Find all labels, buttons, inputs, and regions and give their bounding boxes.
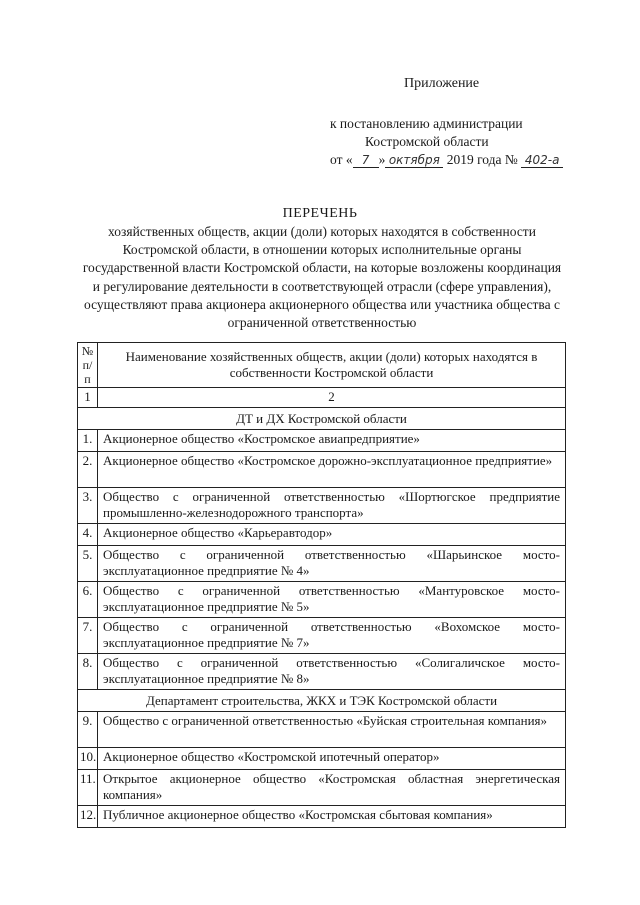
company-name: Открытое акционерное общество «Костромская областная энергетическая компания» (98, 770, 566, 806)
company-name: Акционерное общество «Костромское дорожно-эксплуатационное предприятие» (98, 452, 566, 488)
table-row (78, 546, 566, 582)
table-row (78, 452, 566, 488)
row-number: 3. (78, 488, 98, 524)
table-header-row (78, 343, 566, 388)
decree-reference: к постановлению администрации (330, 116, 523, 131)
company-name: Общество с ограниченной ответственностью «Мантуровское мосто-эксплуатационное предприятие № 5» (98, 582, 566, 618)
company-name: Общество с ограниченной ответственностью «Солигаличское мосто-эксплуатационное предприятие № 8» (98, 654, 566, 690)
row-number: 2. (78, 452, 98, 488)
row-number: 4. (78, 524, 98, 546)
companies-table (77, 342, 566, 828)
table-row (78, 430, 566, 452)
decree-number: 402-а (521, 154, 563, 168)
date-month: октября (385, 154, 443, 168)
company-name: Общество с ограниченной ответственностью «Буйская строительная компания» (98, 712, 566, 748)
table-row (78, 712, 566, 748)
date-prefix: от « (330, 152, 353, 167)
company-name: Акционерное общество «Костромское авиапредприятие» (98, 430, 566, 452)
column-index-row (78, 388, 566, 408)
table-row (78, 582, 566, 618)
row-number: 9. (78, 712, 98, 748)
company-name: Акционерное общество «Костромской ипотечный оператор» (98, 748, 566, 770)
row-number: 6. (78, 582, 98, 618)
document-title: ПЕРЕЧЕНЬ (282, 206, 358, 221)
date-day-close: » (378, 152, 386, 167)
table-row (78, 770, 566, 806)
row-number: 7. (78, 618, 98, 654)
date-day: 7 (353, 154, 379, 168)
row-number: 1. (78, 430, 98, 452)
col-name-index: 2 (98, 388, 566, 408)
company-name: Общество с ограниченной ответственностью «Вохомское мосто-эксплуатационное предприятие № 7» (98, 618, 566, 654)
row-number: 11. (78, 770, 98, 806)
table-row (78, 524, 566, 546)
group-header-row (78, 690, 566, 712)
date-year: 2019 года № (446, 152, 518, 167)
document-subtitle: хозяйственных обществ, акции (доли) которых находятся в собственности Костромской области, в отношении которых исполнительные органы государственной власти Костромской области, на которые возложены координация и регулирование деятельности в соответствующей отрасли (сфере управления), осуществляют права акционера акционерного общества или участника общества с ограниченной ответственностью (82, 224, 562, 331)
col-num-index: 1 (78, 388, 98, 408)
col-num-header: № п/п (78, 343, 98, 388)
row-number: 10. (78, 748, 98, 770)
appendix-label: Приложение (404, 76, 480, 91)
group-title: ДТ и ДХ Костромской области (78, 408, 566, 430)
company-name: Акционерное общество «Карьеравтодор» (98, 524, 566, 546)
table-row (78, 748, 566, 770)
row-number: 12. (78, 806, 98, 828)
company-name: Общество с ограниченной ответственностью «Шарьинское мосто-эксплуатационное предприятие № 4» (98, 546, 566, 582)
decree-date-line (330, 152, 563, 168)
table-row (78, 488, 566, 524)
group-title: Департамент строительства, ЖКХ и ТЭК Костромской области (78, 690, 566, 712)
table-row (78, 618, 566, 654)
row-number: 5. (78, 546, 98, 582)
group-header-row (78, 408, 566, 430)
table-row (78, 806, 566, 828)
table-row (78, 654, 566, 690)
decree-region: Костромской области (365, 134, 489, 149)
company-name: Публичное акционерное общество «Костромская сбытовая компания» (98, 806, 566, 828)
company-name: Общество с ограниченной ответственностью «Шортюгское предприятие промышленно-железнодорожного транспорта» (98, 488, 566, 524)
col-name-header: Наименование хозяйственных обществ, акции (доли) которых находятся в собственности Костромской области (98, 343, 566, 388)
row-number: 8. (78, 654, 98, 690)
